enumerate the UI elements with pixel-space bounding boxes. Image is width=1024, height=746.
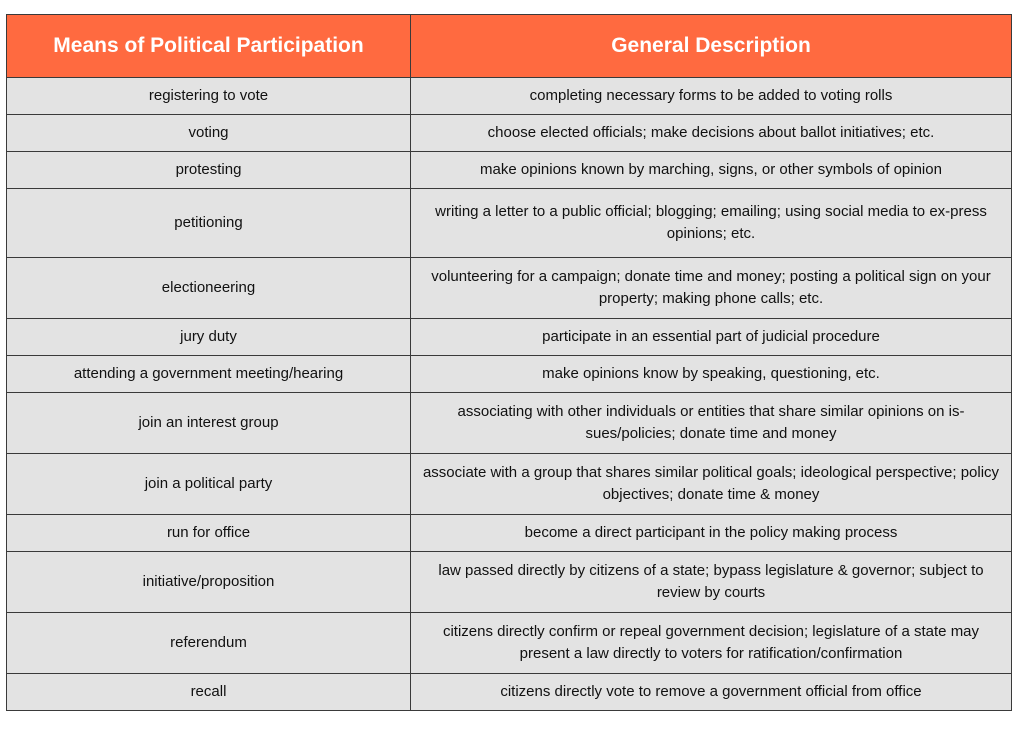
means-cell: jury duty [7,319,411,356]
means-cell: join an interest group [7,393,411,454]
description-cell: participate in an essential part of judicial procedure [411,319,1012,356]
means-cell: referendum [7,613,411,674]
description-cell: citizens directly vote to remove a government official from office [411,674,1012,711]
means-cell: join a political party [7,454,411,515]
table-row [7,258,1012,319]
table-row [7,152,1012,189]
table-row [7,393,1012,454]
means-cell: registering to vote [7,78,411,115]
description-cell: associating with other individuals or entities that share similar opinions on is-sues/policies; donate time and money [411,393,1012,454]
table-row [7,454,1012,515]
header-description: General Description [411,15,1012,78]
description-cell: law passed directly by citizens of a state; bypass legislature & governor; subject to review by courts [411,552,1012,613]
means-cell: initiative/proposition [7,552,411,613]
table-row [7,674,1012,711]
means-cell: voting [7,115,411,152]
description-cell: make opinions known by marching, signs, or other symbols of opinion [411,152,1012,189]
means-cell: recall [7,674,411,711]
description-cell: writing a letter to a public official; blogging; emailing; using social media to ex-press opinions; etc. [411,189,1012,258]
table-row [7,356,1012,393]
description-cell: make opinions know by speaking, questioning, etc. [411,356,1012,393]
description-cell: become a direct participant in the policy making process [411,515,1012,552]
description-cell: citizens directly confirm or repeal government decision; legislature of a state may present a law directly to voters for ratification/confirmation [411,613,1012,674]
means-cell: run for office [7,515,411,552]
table-row [7,319,1012,356]
table-row [7,552,1012,613]
header-row [7,15,1012,78]
description-cell: associate with a group that shares similar political goals; ideological perspective; policy objectives; donate time & money [411,454,1012,515]
description-cell: volunteering for a campaign; donate time and money; posting a political sign on your property; making phone calls; etc. [411,258,1012,319]
table-row [7,613,1012,674]
table-row [7,189,1012,258]
means-cell: petitioning [7,189,411,258]
description-cell: completing necessary forms to be added to voting rolls [411,78,1012,115]
table-row [7,515,1012,552]
table-row [7,78,1012,115]
means-cell: attending a government meeting/hearing [7,356,411,393]
table-row [7,115,1012,152]
header-means: Means of Political Participation [7,15,411,78]
means-cell: electioneering [7,258,411,319]
means-cell: protesting [7,152,411,189]
description-cell: choose elected officials; make decisions about ballot initiatives; etc. [411,115,1012,152]
political-participation-table [6,14,1012,711]
